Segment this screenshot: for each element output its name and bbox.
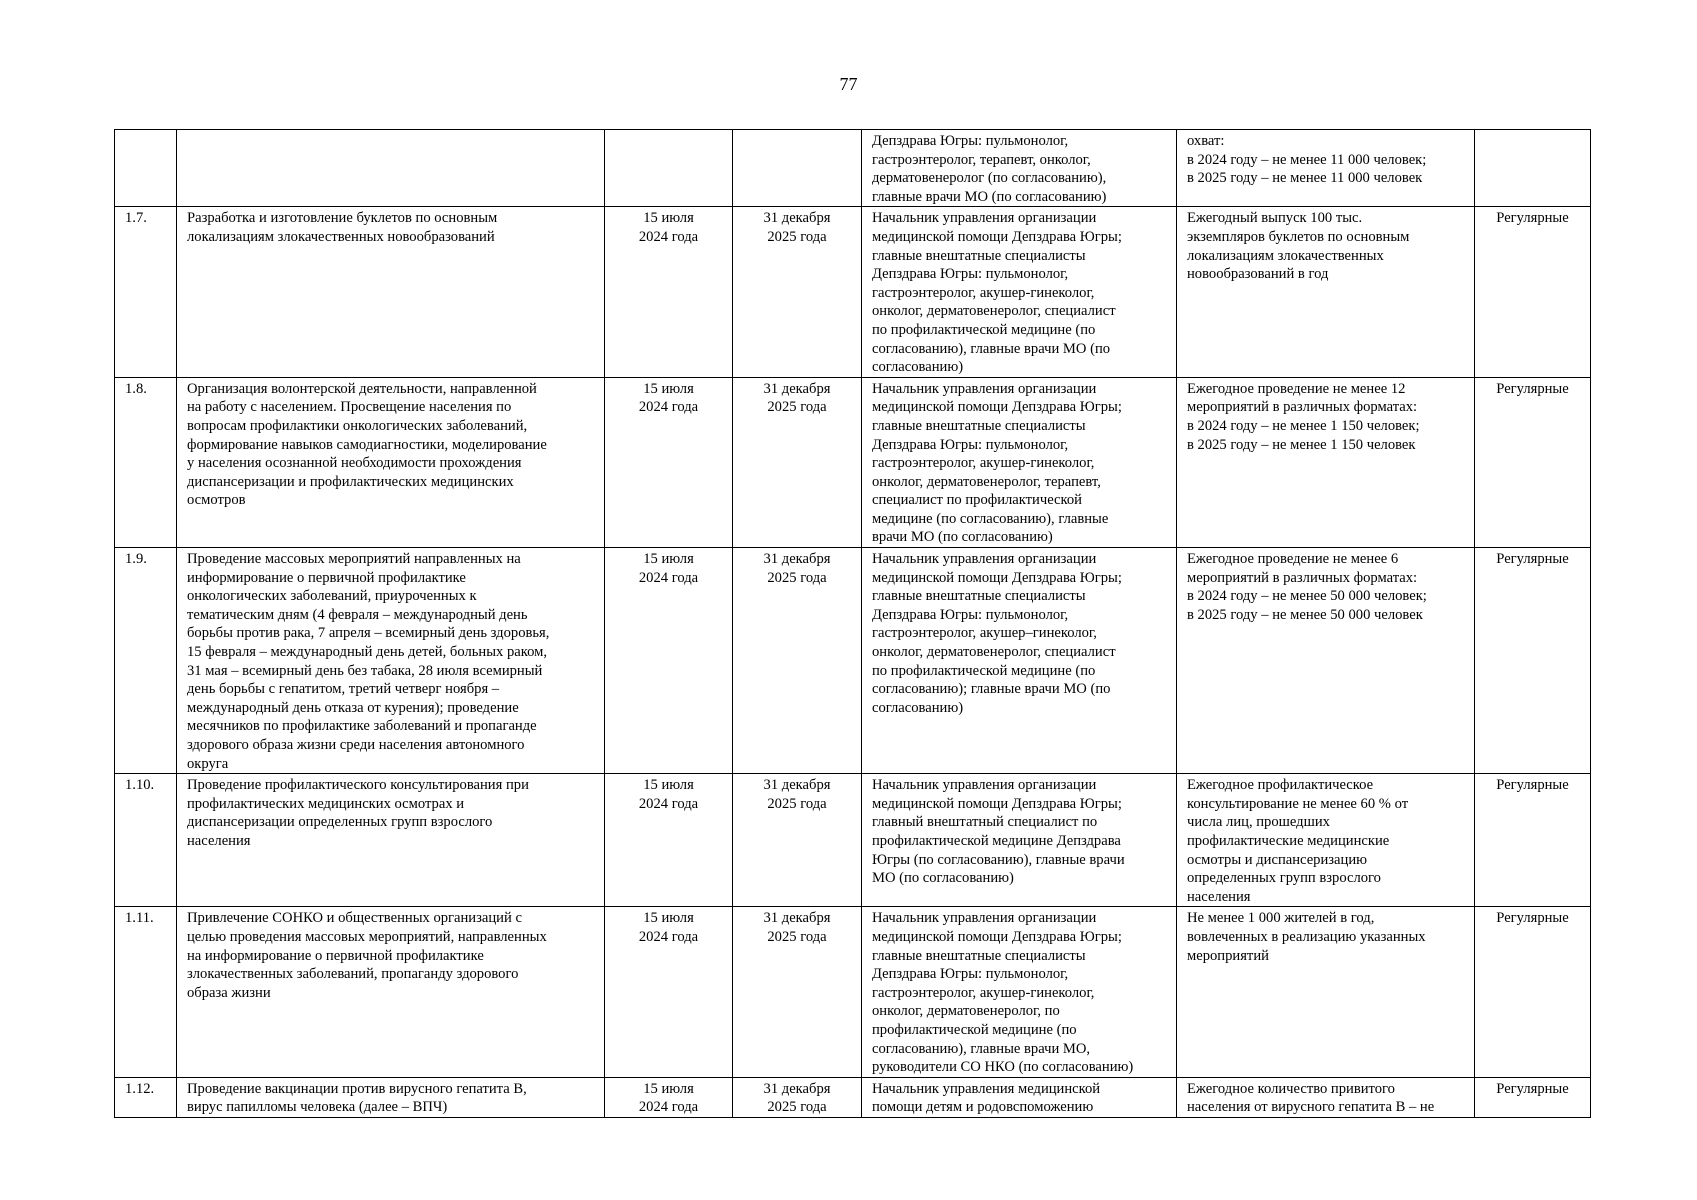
start-date-line: 15 июля [643,551,694,568]
end-date-line: 31 декабря [763,551,831,568]
responsible-executors-line: Югры (по согласованию), главные врачи [872,851,1125,868]
responsible-executors-cell [862,907,1177,1077]
item-number-cell [115,907,177,1077]
activity-type-cell [1475,774,1591,907]
responsible-executors-line: по профилактической медицине (по [872,321,1096,338]
result-indicator-line: консультирование не менее 60 % от [1187,795,1409,812]
responsible-executors-cell [862,207,1177,377]
result-indicator-line: числа лиц, прошедших [1187,814,1330,831]
responsible-executors-cell [862,774,1177,907]
responsible-executors-line: Депздрава Югры: пульмонолог, [872,266,1069,283]
start-date-line: 15 июля [643,210,694,227]
item-number: 1.9. [125,551,147,568]
responsible-executors-line: онколог, дерматовенеролог, специалист [872,644,1116,661]
responsible-executors-line: онколог, дерматовенеролог, по [872,1003,1060,1020]
start-date-line: 2024 года [638,569,699,586]
responsible-executors-line: гастроэнтеролог, акушер-гинеколог, [872,284,1095,301]
activity-name-line: здорового образа жизни среди населения автономного [187,737,525,753]
item-number: 1.8. [125,380,147,397]
result-indicator-line: в 2025 году – не менее 1 150 человек [1187,436,1416,453]
activity-name-line: диспансеризации и профилактических медицинских [187,473,514,490]
activity-name-line: вирус папилломы человека (далее – ВПЧ) [187,1099,448,1116]
result-indicator-line: профилактические медицинские [1187,832,1390,849]
result-indicator-line: мероприятий [1187,947,1269,964]
end-date-line: 31 декабря [763,777,831,794]
responsible-executors-line: Начальник управления организации [872,551,1097,568]
activity-name-cell [177,774,605,907]
result-indicator-line: новообразований в год [1187,266,1329,283]
activity-name-line: у населения осознанной необходимости прохождения [187,455,522,472]
end-date-cell [733,377,862,547]
result-indicator-cell [1177,377,1475,547]
end-date-line: 2025 года [767,928,827,945]
responsible-executors-line: руководители СО НКО (по согласованию) [872,1059,1134,1076]
activity-name-cell [177,207,605,377]
responsible-executors-line: профилактической медицине (по [872,1021,1077,1038]
responsible-executors-line: гастроэнтеролог, акушер-гинеколог, [872,455,1095,472]
end-date-line: 31 декабря [763,1080,831,1097]
activity-name-line: Проведение профилактического консультирования при [187,777,529,794]
responsible-executors-line: Начальник управления организации [872,380,1097,397]
activity-name-line: Проведение вакцинации против вирусного гепатита B, [187,1080,527,1097]
result-indicator-line: Ежегодное проведение не менее 12 [1187,380,1406,397]
action-plan-table [114,129,1591,1118]
result-indicator-line: охват: [1187,133,1225,149]
activity-name-line: Привлечение СОНКО и общественных организаций с [187,910,522,927]
table-row [115,207,1591,377]
start-date-cell [605,548,733,774]
start-date-line: 2024 года [638,228,699,245]
responsible-executors-line: Начальник управления организации [872,910,1097,927]
activity-name-line: локализациям злокачественных новообразований [187,228,495,245]
responsible-executors-line: дерматовенеролог (по согласованию), [872,170,1107,187]
responsible-executors-line: согласованию) [872,359,964,376]
end-date-line: 31 декабря [763,910,831,927]
item-number: 1.7. [125,210,147,227]
activity-name-line: международный день отказа от курения); проведение [187,699,519,716]
activity-type: Регулярные [1496,1080,1569,1097]
responsible-executors-line: медицинской помощи Депздрава Югры; [872,569,1122,586]
table-row [115,377,1591,547]
end-date-cell [733,207,862,377]
responsible-executors-line: по профилактической медицине (по [872,662,1096,679]
responsible-executors-cell [862,377,1177,547]
activity-name-cell [177,377,605,547]
responsible-executors-line: МО (по согласованию) [872,870,1014,887]
activity-name-line: образа жизни [187,984,271,1001]
responsible-executors-line: гастроэнтеролог, акушер–гинеколог, [872,625,1097,642]
end-date-line: 2025 года [767,399,827,416]
result-indicator-cell [1177,1077,1475,1117]
end-date-cell [733,1077,862,1117]
activity-name-line: диспансеризации определенных групп взрослого [187,814,493,831]
activity-name-line: на работу с населением. Просвещение населения по [187,399,512,416]
result-indicator-line: вовлеченных в реализацию указанных [1187,928,1426,945]
result-indicator-line: Ежегодный выпуск 100 тыс. [1187,210,1363,227]
start-date-cell [605,207,733,377]
activity-name-line: злокачественных заболеваний, пропаганду здорового [187,966,519,983]
responsible-executors-line: главные внештатные специалисты [872,588,1086,605]
start-date-line: 2024 года [638,795,699,812]
result-indicator-line: в 2024 году – не менее 1 150 человек; [1187,417,1420,434]
responsible-executors-line: онколог, дерматовенеролог, специалист [872,303,1116,320]
result-indicator-line: населения [1187,888,1251,905]
activity-type-cell [1475,130,1591,207]
activity-name-line: целью проведения массовых мероприятий, направленных [187,928,547,945]
end-date-line: 31 декабря [763,380,831,397]
start-date-line: 2024 года [638,399,699,416]
responsible-executors-line: медицинской помощи Депздрава Югры; [872,928,1122,945]
end-date-line: 2025 года [767,1099,827,1116]
table-row [115,907,1591,1077]
responsible-executors-line: согласованию), главные врачи МО (по [872,340,1111,357]
result-indicator-cell [1177,774,1475,907]
result-indicator-line: экземпляров буклетов по основным [1187,228,1410,245]
responsible-executors-line: гастроэнтеролог, терапевт, онколог, [872,151,1091,168]
start-date-cell [605,907,733,1077]
table-row [115,130,1591,207]
responsible-executors-line: медицинской помощи Депздрава Югры; [872,795,1122,812]
activity-name-line: населения [187,832,251,849]
activity-name-cell [177,548,605,774]
responsible-executors-line: главные врачи МО (по согласованию) [872,188,1107,205]
item-number: 1.12. [125,1080,155,1097]
start-date-cell [605,377,733,547]
activity-type-cell [1475,377,1591,547]
page-number: 77 [839,74,858,94]
responsible-executors-line: Начальник управления организации [872,777,1097,794]
result-indicator-line: Ежегодное профилактическое [1187,777,1374,794]
responsible-executors-line: главные внештатные специалисты [872,247,1086,264]
end-date-line: 2025 года [767,228,827,245]
start-date-cell [605,130,733,207]
result-indicator-cell [1177,130,1475,207]
item-number-cell [115,207,177,377]
item-number: 1.11. [125,910,154,927]
end-date-line: 2025 года [767,569,827,586]
activity-type: Регулярные [1496,910,1569,927]
responsible-executors-line: главный внештатный специалист по [872,814,1098,831]
responsible-executors-line: медицинской помощи Депздрава Югры; [872,228,1122,245]
responsible-executors-cell [862,130,1177,207]
activity-name-line: онкологических заболеваний, приуроченных к [187,588,477,605]
item-number: 1.10. [125,777,155,794]
activity-name-line: вопросам профилактики онкологических заболеваний, [187,417,528,434]
table-body [115,130,1591,1118]
result-indicator-line: Ежегодное количество привитого [1187,1080,1395,1097]
result-indicator-line: осмотры и диспансеризацию [1187,851,1368,868]
end-date-cell [733,774,862,907]
activity-type: Регулярные [1496,777,1569,794]
item-number-cell [115,548,177,774]
responsible-executors-line: Депздрава Югры: пульмонолог, [872,606,1069,623]
responsible-executors-line: специалист по профилактической [872,492,1082,509]
end-date-cell [733,548,862,774]
activity-type-cell [1475,1077,1591,1117]
responsible-executors-line: гастроэнтеролог, акушер-гинеколог, [872,984,1095,1001]
activity-name-line: 15 февраля – международный день детей, больных раком, [187,644,547,661]
activity-name-line: осмотров [187,492,246,509]
responsible-executors-line: онколог, дерматовенеролог, терапевт, [872,473,1101,490]
result-indicator-line: мероприятий в различных форматах: [1187,569,1418,586]
result-indicator-line: в 2025 году – не менее 50 000 человек [1187,606,1423,623]
responsible-executors-line: Начальник управления медицинской [872,1080,1101,1097]
activity-name-cell [177,1077,605,1117]
result-indicator-cell [1177,207,1475,377]
responsible-executors-line: Депздрава Югры: пульмонолог, [872,436,1069,453]
activity-name-line: день борьбы с гепатитом, третий четверг ноября – [187,681,500,698]
activity-name-line: месячников по профилактике заболеваний и пропаганде [187,718,537,735]
start-date-line: 15 июля [643,380,694,397]
result-indicator-cell [1177,548,1475,774]
item-number-cell [115,130,177,207]
activity-name-line: тематическим дням (4 февраля – международный день [187,606,528,623]
start-date-line: 15 июля [643,777,694,794]
result-indicator-line: Не менее 1 000 жителей в год, [1187,910,1375,927]
result-indicator-line: мероприятий в различных форматах: [1187,399,1418,416]
activity-name-line: борьбы против рака, 7 апреля – всемирный день здоровья, [187,625,550,642]
activity-type: Регулярные [1496,551,1569,568]
responsible-executors-line: медицинской помощи Депздрава Югры; [872,399,1122,416]
end-date-cell [733,907,862,1077]
result-indicator-line: населения от вирусного гепатита В – не [1187,1099,1435,1116]
activity-name-line: округа [187,755,229,772]
start-date-cell [605,1077,733,1117]
start-date-line: 15 июля [643,910,694,927]
result-indicator-cell [1177,907,1475,1077]
responsible-executors-line: врачи МО (по согласованию) [872,529,1053,546]
activity-name-line: Организация волонтерской деятельности, направленной [187,380,537,397]
activity-name-line: 31 мая – всемирный день без табака, 28 июля всемирный [187,662,543,679]
activity-name-line: формирование навыков самодиагностики, моделирование [187,436,547,453]
start-date-cell [605,774,733,907]
responsible-executors-line: помощи детям и родовспоможению [872,1099,1094,1116]
responsible-executors-line: согласованию), главные врачи МО, [872,1040,1091,1057]
start-date-line: 15 июля [643,1080,694,1097]
responsible-executors-line: Депздрава Югры: пульмонолог, [872,966,1069,983]
result-indicator-line: в 2024 году – не менее 11 000 человек; [1187,151,1427,168]
result-indicator-line: определенных групп взрослого [1187,870,1381,887]
responsible-executors-line: согласованию); главные врачи МО (по [872,681,1111,698]
activity-name-line: профилактических медицинских осмотрах и [187,795,465,812]
responsible-executors-line: главные внештатные специалисты [872,417,1086,434]
item-number-cell [115,1077,177,1117]
activity-type: Регулярные [1496,380,1569,397]
result-indicator-line: в 2024 году – не менее 50 000 человек; [1187,588,1427,605]
activity-name-line: на информирование о первичной профилактике [187,947,484,964]
result-indicator-line: локализациям злокачественных [1187,247,1384,264]
table-row [115,774,1591,907]
responsible-executors-line: Депздрава Югры: пульмонолог, [872,133,1069,149]
item-number-cell [115,377,177,547]
result-indicator-line: Ежегодное проведение не менее 6 [1187,551,1399,568]
activity-type: Регулярные [1496,210,1569,227]
end-date-cell [733,130,862,207]
start-date-line: 2024 года [638,928,699,945]
end-date-line: 31 декабря [763,210,831,227]
activity-name-line: Разработка и изготовление буклетов по основным [187,210,498,227]
table-row [115,548,1591,774]
activity-name-line: Проведение массовых мероприятий направленных на [187,551,521,568]
responsible-executors-cell [862,548,1177,774]
responsible-executors-line: главные внештатные специалисты [872,947,1086,964]
responsible-executors-line: согласованию) [872,699,964,716]
item-number-cell [115,774,177,907]
activity-type-cell [1475,207,1591,377]
start-date-line: 2024 года [638,1099,699,1116]
activity-type-cell [1475,548,1591,774]
responsible-executors-line: профилактической медицине Депздрава [872,832,1121,849]
activity-name-line: информирование о первичной профилактике [187,569,466,586]
activity-name-cell [177,130,605,207]
responsible-executors-line: Начальник управления организации [872,210,1097,227]
table-row [115,1077,1591,1117]
activity-name-cell [177,907,605,1077]
activity-type-cell [1475,907,1591,1077]
result-indicator-line: в 2025 году – не менее 11 000 человек [1187,170,1423,187]
responsible-executors-line: медицине (по согласованию), главные [872,510,1109,527]
responsible-executors-cell [862,1077,1177,1117]
end-date-line: 2025 года [767,795,827,812]
